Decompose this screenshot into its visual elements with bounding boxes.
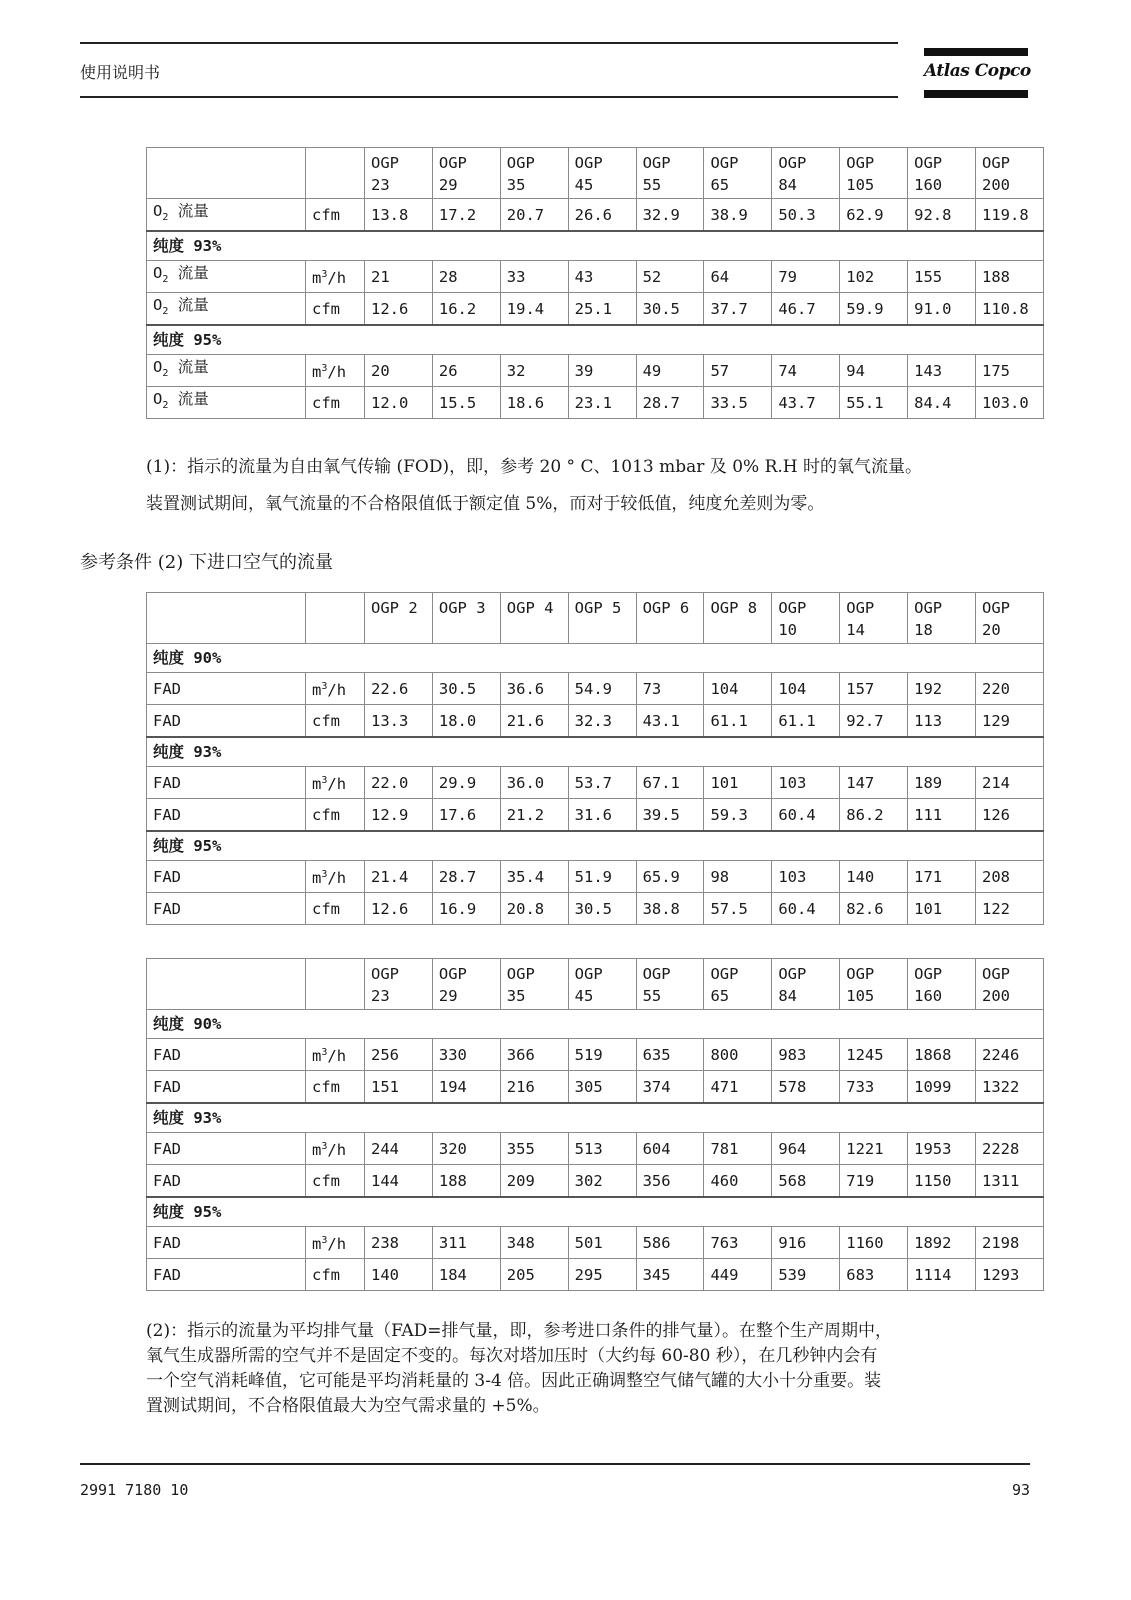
value-cell: 119.8 [976,199,1044,232]
table-row [147,1071,1044,1104]
table-row [147,799,1044,832]
value-cell: 26 [432,355,500,387]
logo-top-bar [924,48,1028,56]
value-cell: 144 [365,1165,433,1198]
table-header-row [147,593,1044,644]
value-cell: 110.8 [976,293,1044,326]
value-cell: 17.2 [432,199,500,232]
value-cell: 1160 [840,1227,908,1259]
table-header-row [147,959,1044,1010]
value-cell: 20.8 [500,893,568,925]
value-cell: 2246 [976,1039,1044,1071]
page-number: 93 [1011,1481,1030,1499]
value-cell: 635 [636,1039,704,1071]
value-cell: 1150 [908,1165,976,1198]
value-cell: 102 [840,261,908,293]
column-header: OGP 20 [976,593,1044,644]
value-cell: 46.7 [772,293,840,326]
table-row [147,387,1044,419]
value-cell: 356 [636,1165,704,1198]
unit-cell: cfm [306,199,365,232]
section-title: 参考条件 (2) 下进口空气的流量 [80,552,333,573]
value-cell: 964 [772,1133,840,1165]
row-label: FAD [147,1227,306,1259]
value-cell: 1953 [908,1133,976,1165]
value-cell: 59.9 [840,293,908,326]
purity-label: 纯度 93% [147,231,1044,261]
value-cell: 1892 [908,1227,976,1259]
unit-cell: $m^3/h$ [306,767,365,799]
unit-cell: cfm [306,293,365,326]
value-cell: 501 [568,1227,636,1259]
value-cell: 19.4 [500,293,568,326]
table-header-row [147,148,1044,199]
column-header: OGP 84 [772,959,840,1010]
value-cell: 79 [772,261,840,293]
value-cell: 32.9 [636,199,704,232]
value-cell: 22.0 [365,767,433,799]
value-cell: 57 [704,355,772,387]
row-label: FAD [147,1071,306,1104]
purity-label: 纯度 95% [147,1197,1044,1227]
value-cell: 578 [772,1071,840,1104]
value-cell: 30.5 [568,893,636,925]
value-cell: 39 [568,355,636,387]
value-cell: 800 [704,1039,772,1071]
value-cell: 111 [908,799,976,832]
value-cell: 256 [365,1039,433,1071]
value-cell: 916 [772,1227,840,1259]
unit-cell: cfm [306,1165,365,1198]
column-header: OGP 23 [365,959,433,1010]
value-cell: 60.4 [772,893,840,925]
row-label: FAD [147,861,306,893]
value-cell: 733 [840,1071,908,1104]
row-label: $O_2$ 流量 [147,387,306,419]
value-cell: 28.7 [636,387,704,419]
row-label: FAD [147,1259,306,1291]
value-cell: 55.1 [840,387,908,419]
column-header: OGP 84 [772,148,840,199]
unit-cell: cfm [306,799,365,832]
unit-cell: $m^3/h$ [306,1039,365,1071]
value-cell: 194 [432,1071,500,1104]
value-cell: 192 [908,673,976,705]
value-cell: 61.1 [772,705,840,738]
value-cell: 12.6 [365,893,433,925]
value-cell: 147 [840,767,908,799]
value-cell: 36.0 [500,767,568,799]
value-cell: 101 [908,893,976,925]
value-cell: 25.1 [568,293,636,326]
value-cell: 28.7 [432,861,500,893]
note-2 [146,1319,1036,1419]
header-empty-cell [147,593,306,644]
value-cell: 21.2 [500,799,568,832]
header-empty-cell [306,593,365,644]
column-header: OGP 160 [908,959,976,1010]
value-cell: 30.5 [432,673,500,705]
value-cell: 519 [568,1039,636,1071]
value-cell: 60.4 [772,799,840,832]
unit-cell: $m^3/h$ [306,1227,365,1259]
note-2-line-3: 一个空气消耗峰值，它可能是平均消耗量的 3-4 倍。因此正确调整空气储气罐的大小十分重要。装 [146,1371,882,1391]
value-cell: 719 [840,1165,908,1198]
value-cell: 348 [500,1227,568,1259]
value-cell: 513 [568,1133,636,1165]
column-header: OGP 10 [772,593,840,644]
value-cell: 1322 [976,1071,1044,1104]
oxygen-flow-table [146,147,1044,419]
unit-cell: $m^3/h$ [306,261,365,293]
unit-cell: cfm [306,893,365,925]
row-label: FAD [147,1039,306,1071]
inlet-air-flow-table-large [146,958,1044,1291]
value-cell: 26.6 [568,199,636,232]
column-header: OGP 29 [432,959,500,1010]
row-label: $O_2$ 流量 [147,293,306,326]
value-cell: 2228 [976,1133,1044,1165]
purity-label: 纯度 90% [147,644,1044,673]
value-cell: 311 [432,1227,500,1259]
value-cell: 244 [365,1133,433,1165]
value-cell: 15.5 [432,387,500,419]
value-cell: 53.7 [568,767,636,799]
column-header: OGP 160 [908,148,976,199]
row-label: FAD [147,705,306,738]
value-cell: 54.9 [568,673,636,705]
value-cell: 92.7 [840,705,908,738]
header-top-rule [80,42,898,44]
logo-bottom-bar [924,90,1028,98]
value-cell: 103.0 [976,387,1044,419]
value-cell: 101 [704,767,772,799]
unit-cell: cfm [306,705,365,738]
value-cell: 92.8 [908,199,976,232]
value-cell: 39.5 [636,799,704,832]
table-row [147,673,1044,705]
value-cell: 91.0 [908,293,976,326]
table-row [147,1259,1044,1291]
table-row [147,705,1044,738]
table-row [147,293,1044,326]
value-cell: 16.2 [432,293,500,326]
value-cell: 140 [840,861,908,893]
value-cell: 781 [704,1133,772,1165]
unit-cell: cfm [306,1259,365,1291]
value-cell: 208 [976,861,1044,893]
value-cell: 73 [636,673,704,705]
column-header: OGP 200 [976,959,1044,1010]
value-cell: 366 [500,1039,568,1071]
value-cell: 43.7 [772,387,840,419]
value-cell: 683 [840,1259,908,1291]
value-cell: 209 [500,1165,568,1198]
column-header: OGP 6 [636,593,704,644]
value-cell: 983 [772,1039,840,1071]
value-cell: 33 [500,261,568,293]
column-header: OGP 65 [704,959,772,1010]
row-label: FAD [147,893,306,925]
row-label: FAD [147,1165,306,1198]
column-header: OGP 18 [908,593,976,644]
note-2-line-1: (2)：指示的流量为平均排气量（FAD=排气量，即，参考进口条件的排气量）。在整个生产周期中， [146,1321,893,1341]
column-header: OGP 35 [500,959,568,1010]
value-cell: 13.8 [365,199,433,232]
unit-cell: cfm [306,1071,365,1104]
table-row [147,893,1044,925]
value-cell: 295 [568,1259,636,1291]
value-cell: 21 [365,261,433,293]
value-cell: 12.6 [365,293,433,326]
value-cell: 62.9 [840,199,908,232]
value-cell: 36.6 [500,673,568,705]
value-cell: 539 [772,1259,840,1291]
value-cell: 32 [500,355,568,387]
purity-row [147,325,1044,355]
unit-cell: $m^3/h$ [306,673,365,705]
value-cell: 188 [432,1165,500,1198]
column-header: OGP 55 [636,959,704,1010]
value-cell: 188 [976,261,1044,293]
value-cell: 763 [704,1227,772,1259]
header-empty-cell [147,148,306,199]
value-cell: 305 [568,1071,636,1104]
column-header: OGP 23 [365,148,433,199]
column-header: OGP 45 [568,959,636,1010]
header-empty-cell [306,959,365,1010]
table-row [147,1227,1044,1259]
note-1 [146,455,1036,517]
value-cell: 38.8 [636,893,704,925]
value-cell: 216 [500,1071,568,1104]
value-cell: 33.5 [704,387,772,419]
value-cell: 1311 [976,1165,1044,1198]
value-cell: 220 [976,673,1044,705]
row-label: FAD [147,767,306,799]
value-cell: 16.9 [432,893,500,925]
table-row [147,1039,1044,1071]
value-cell: 1221 [840,1133,908,1165]
value-cell: 2198 [976,1227,1044,1259]
value-cell: 84.4 [908,387,976,419]
value-cell: 471 [704,1071,772,1104]
header-bottom-rule [80,96,898,98]
table-row [147,261,1044,293]
value-cell: 129 [976,705,1044,738]
row-label: FAD [147,1133,306,1165]
note-1-line-2: 装置测试期间，氧气流量的不合格限值低于额定值 5%，而对于较低值，纯度允差则为零。 [146,494,825,514]
table-row [147,355,1044,387]
value-cell: 38.9 [704,199,772,232]
value-cell: 43 [568,261,636,293]
value-cell: 1245 [840,1039,908,1071]
value-cell: 51.9 [568,861,636,893]
value-cell: 35.4 [500,861,568,893]
doc-number: 2991 7180 10 [80,1481,189,1499]
value-cell: 1114 [908,1259,976,1291]
value-cell: 345 [636,1259,704,1291]
value-cell: 122 [976,893,1044,925]
row-label: $O_2$ 流量 [147,261,306,293]
value-cell: 67.1 [636,767,704,799]
table-row [147,1133,1044,1165]
value-cell: 460 [704,1165,772,1198]
value-cell: 184 [432,1259,500,1291]
value-cell: 52 [636,261,704,293]
value-cell: 320 [432,1133,500,1165]
table-row [147,861,1044,893]
value-cell: 18.0 [432,705,500,738]
value-cell: 64 [704,261,772,293]
value-cell: 449 [704,1259,772,1291]
value-cell: 50.3 [772,199,840,232]
value-cell: 21.6 [500,705,568,738]
value-cell: 12.9 [365,799,433,832]
value-cell: 171 [908,861,976,893]
value-cell: 189 [908,767,976,799]
value-cell: 355 [500,1133,568,1165]
value-cell: 31.6 [568,799,636,832]
header-title: 使用说明书 [80,63,161,82]
column-header: OGP 3 [432,593,500,644]
value-cell: 155 [908,261,976,293]
value-cell: 103 [772,861,840,893]
value-cell: 1868 [908,1039,976,1071]
column-header: OGP 2 [365,593,433,644]
atlas-copco-logo [924,48,1031,98]
value-cell: 1293 [976,1259,1044,1291]
purity-row [147,231,1044,261]
unit-cell: $m^3/h$ [306,861,365,893]
note-1-line-1: (1)：指示的流量为自由氧气传输 (FOD)，即，参考 20 ° C、1013 mbar 及 0% R.H 时的氧气流量。 [146,457,923,477]
value-cell: 13.3 [365,705,433,738]
value-cell: 20 [365,355,433,387]
value-cell: 568 [772,1165,840,1198]
purity-label: 纯度 93% [147,1103,1044,1133]
purity-label: 纯度 90% [147,1010,1044,1039]
value-cell: 238 [365,1227,433,1259]
purity-row [147,831,1044,861]
value-cell: 28 [432,261,500,293]
inlet-air-flow-table-small [146,592,1044,925]
value-cell: 74 [772,355,840,387]
value-cell: 49 [636,355,704,387]
purity-row [147,644,1044,673]
value-cell: 205 [500,1259,568,1291]
value-cell: 32.3 [568,705,636,738]
column-header: OGP 105 [840,959,908,1010]
value-cell: 17.6 [432,799,500,832]
value-cell: 37.7 [704,293,772,326]
column-header: OGP 4 [500,593,568,644]
value-cell: 22.6 [365,673,433,705]
column-header: OGP 35 [500,148,568,199]
purity-row [147,1103,1044,1133]
value-cell: 104 [772,673,840,705]
purity-label: 纯度 95% [147,325,1044,355]
value-cell: 29.9 [432,767,500,799]
column-header: OGP 45 [568,148,636,199]
column-header: OGP 5 [568,593,636,644]
purity-label: 纯度 93% [147,737,1044,767]
purity-row [147,1010,1044,1039]
column-header: OGP 105 [840,148,908,199]
purity-label: 纯度 95% [147,831,1044,861]
value-cell: 175 [976,355,1044,387]
unit-cell: cfm [306,387,365,419]
column-header: OGP 14 [840,593,908,644]
value-cell: 20.7 [500,199,568,232]
table-row [147,767,1044,799]
logo-wordmark: Atlas Copco [924,61,1031,81]
note-2-line-4: 置测试期间，不合格限值最大为空气需求量的 +5%。 [146,1396,550,1416]
value-cell: 1099 [908,1071,976,1104]
header-empty-cell [147,959,306,1010]
table-row [147,1165,1044,1198]
value-cell: 86.2 [840,799,908,832]
value-cell: 82.6 [840,893,908,925]
table-row [147,199,1044,232]
value-cell: 214 [976,767,1044,799]
value-cell: 98 [704,861,772,893]
row-label: $O_2$ 流量 [147,199,306,232]
value-cell: 126 [976,799,1044,832]
value-cell: 586 [636,1227,704,1259]
value-cell: 23.1 [568,387,636,419]
column-header: OGP 8 [704,593,772,644]
value-cell: 157 [840,673,908,705]
value-cell: 21.4 [365,861,433,893]
column-header: OGP 29 [432,148,500,199]
purity-row [147,1197,1044,1227]
value-cell: 143 [908,355,976,387]
value-cell: 330 [432,1039,500,1071]
value-cell: 140 [365,1259,433,1291]
value-cell: 65.9 [636,861,704,893]
purity-row [147,737,1044,767]
unit-cell: $m^3/h$ [306,355,365,387]
header-empty-cell [306,148,365,199]
value-cell: 94 [840,355,908,387]
value-cell: 43.1 [636,705,704,738]
row-label: FAD [147,799,306,832]
value-cell: 374 [636,1071,704,1104]
value-cell: 113 [908,705,976,738]
value-cell: 151 [365,1071,433,1104]
value-cell: 18.6 [500,387,568,419]
value-cell: 104 [704,673,772,705]
column-header: OGP 65 [704,148,772,199]
value-cell: 30.5 [636,293,704,326]
value-cell: 57.5 [704,893,772,925]
value-cell: 61.1 [704,705,772,738]
value-cell: 302 [568,1165,636,1198]
column-header: OGP 200 [976,148,1044,199]
value-cell: 604 [636,1133,704,1165]
value-cell: 12.0 [365,387,433,419]
note-2-line-2: 氧气生成器所需的空气并不是固定不变的。每次对塔加压时（大约每 60-80 秒），在几秒钟内会有 [146,1346,878,1366]
row-label: FAD [147,673,306,705]
row-label: $O_2$ 流量 [147,355,306,387]
value-cell: 59.3 [704,799,772,832]
value-cell: 103 [772,767,840,799]
column-header: OGP 55 [636,148,704,199]
footer-rule [80,1463,1030,1465]
unit-cell: $m^3/h$ [306,1133,365,1165]
